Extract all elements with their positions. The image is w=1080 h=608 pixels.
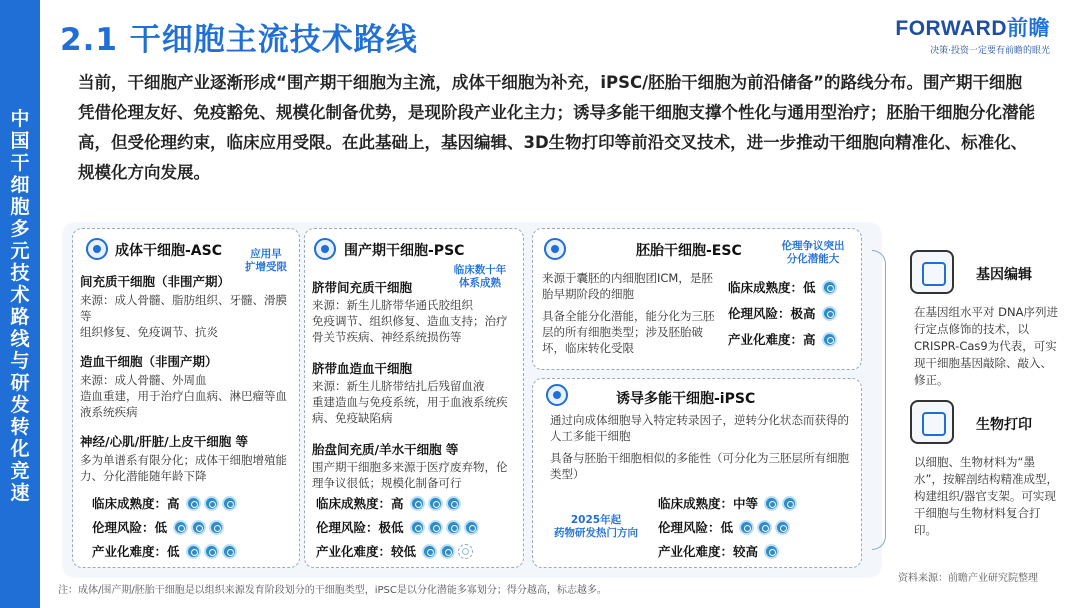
psc-section3-text: 围产期干细胞多来源于医疗废弃物，伦理争议很低；规模化制备可行	[312, 460, 508, 490]
esc-title: 胚胎干细胞-ESC	[636, 243, 742, 259]
asc-metric-ethics	[92, 518, 224, 536]
rating-dot	[410, 520, 425, 535]
cell-cluster-icon	[546, 384, 568, 406]
rating-dot	[822, 332, 837, 347]
asc-title: 成体干细胞-ASC	[115, 243, 223, 259]
esc-text-2: 具备全能分化潜能，能分化为三胚层的所有细胞类型；涉及胚胎破坏，临床转化受限	[542, 309, 715, 355]
rating-dot	[410, 496, 425, 511]
rating-dots	[410, 520, 479, 535]
rating-dot	[764, 496, 779, 511]
rating-dots	[822, 280, 837, 295]
bioprinting-title: 生物打印	[976, 417, 1032, 433]
psc-metric-industrial	[316, 542, 473, 560]
rating-dot	[204, 496, 219, 511]
page-title: 2.1 干细胞主流技术路线	[60, 22, 418, 58]
psc-tag: 临床数十年 体系成熟	[453, 264, 507, 289]
asc-section2-heading: 造血干细胞（非围产期）	[80, 354, 218, 369]
rating-dot	[204, 544, 219, 559]
rating-dot-empty	[458, 544, 473, 559]
esc-tag: 伦理争议突出 分化潜能大	[781, 240, 845, 265]
rating-dot	[446, 496, 461, 511]
rating-dot	[191, 520, 206, 535]
rating-dot	[422, 544, 437, 559]
ipsc-text-1: 通过向成体细胞导入特定转录因子，逆转分化状态而获得的人工多能干细胞	[550, 413, 849, 443]
rating-dot	[822, 306, 837, 321]
rating-dot	[222, 496, 237, 511]
brand-logo	[895, 12, 1050, 56]
metric-label: 临床成熟度：中等	[658, 496, 759, 511]
rating-dots	[822, 306, 837, 321]
ipsc-metric-industrial	[658, 542, 779, 560]
footnote: 注：成体/围产期/胚胎干细胞是以组织来源发育阶段划分的干细胞类型，iPSC是以分化潜能多寡划分；得分越高，标志越多。	[58, 585, 607, 596]
logo-word-en: FORWARD	[895, 17, 1007, 40]
bioprinter-icon	[910, 400, 954, 444]
rating-dot	[186, 544, 201, 559]
asc-metric-industrial	[92, 542, 237, 560]
metric-label: 伦理风险：低	[658, 520, 734, 535]
ipsc-tag: 2025年起 药物研发热门方向	[554, 514, 638, 539]
rating-dots	[739, 520, 790, 535]
logo-wordmark	[895, 12, 1050, 42]
source-note: 资料来源：前瞻产业研究院整理	[898, 573, 1038, 584]
rating-dots	[186, 496, 237, 511]
intro-paragraph: 当前，干细胞产业逐渐形成“围产期干细胞为主流，成体干细胞为补充，iPSC/胚胎干细胞为前沿储备”的路线分布。围产期干细胞凭借伦理友好、免疫豁免、规模化制备优势，是现阶段产业化主力；诱导多能干细胞支撑个性化与通用型治疗；胚胎干细胞分化潜能高，但受伦理约束，临床应用受限。在此基础上，基因编辑、3D生物打印等前沿交叉技术，进一步推动干细胞向精准化、标准化、规模化方向发展。	[78, 73, 1035, 182]
rating-dot	[186, 496, 201, 511]
metric-label: 伦理风险：极低	[316, 520, 404, 535]
metric-label: 产业化难度：低	[92, 544, 180, 559]
rating-dots	[764, 544, 779, 559]
asc-section3-text: 多为单谱系有限分化；成体干细胞增殖能力、分化潜能随年龄下降	[80, 453, 287, 483]
psc-section2-heading: 脐带血造血干细胞	[312, 361, 413, 376]
rating-dot	[222, 544, 237, 559]
asc-metric-maturity	[92, 494, 237, 512]
rating-dot	[428, 520, 443, 535]
rating-dots	[173, 520, 224, 535]
psc-section3-heading: 胎盘间充质/羊水干细胞 等	[312, 442, 459, 457]
metric-label: 临床成熟度：高	[92, 496, 180, 511]
ipsc-title: 诱导多能干细胞-iPSC	[616, 391, 756, 407]
rating-dot	[782, 496, 797, 511]
gene-editing-text: 在基因组水平对 DNA序列进行定点修饰的技术，以 CRISPR-Cas9为代表，可实现干细胞基因敲除、敲入、修正。	[914, 305, 1058, 387]
rating-dot	[173, 520, 188, 535]
esc-text-1: 来源于囊胚的内细胞团ICM，是胚胎早期阶段的细胞	[542, 271, 713, 301]
bioprinting-text: 以细胞、生物材料为“墨水”，按解剖结构精准成型，构建组织/器官支架。可实现干细胞与生物材料复合打印。	[914, 455, 1058, 537]
asc-tag: 应用早 扩增受限	[245, 248, 287, 273]
rating-dot	[464, 520, 479, 535]
rating-dot	[446, 520, 461, 535]
metric-label: 伦理风险：极高	[728, 306, 816, 321]
metric-label: 临床成熟度：低	[728, 280, 816, 295]
rating-dot	[757, 520, 772, 535]
psc-metric-ethics	[316, 518, 479, 536]
psc-metric-maturity	[316, 494, 461, 512]
asc-section2-text: 来源：成人骨髓、外周血 造血重建，用于治疗白血病、淋巴瘤等血液系统疾病	[80, 373, 287, 419]
rating-dots	[822, 332, 837, 347]
rating-dots	[422, 544, 473, 559]
rating-dot	[822, 280, 837, 295]
rating-dots	[410, 496, 461, 511]
ipsc-text-2: 具备与胚胎干细胞相似的多能性（可分化为三胚层所有细胞类型）	[550, 451, 849, 481]
gear-icon	[314, 238, 336, 260]
ipsc-metric-ethics	[658, 518, 790, 536]
rating-dots	[764, 496, 797, 511]
gene-editing-title: 基因编辑	[976, 267, 1032, 283]
logo-word-cn: 前瞻	[1007, 17, 1050, 40]
psc-section1-text: 来源：新生儿脐带华通氏胶组织 免疫调节、组织修复、造血支持；治疗骨关节疾病、神经系统损伤等	[312, 298, 508, 344]
dna-icon	[910, 250, 954, 294]
metric-label: 伦理风险：低	[92, 520, 168, 535]
metric-label: 临床成熟度：高	[316, 496, 404, 511]
embryo-icon	[544, 238, 566, 260]
rating-dot	[775, 520, 790, 535]
esc-metric-industrial	[728, 330, 837, 348]
stem-cell-icon	[86, 238, 108, 260]
logo-slogan: 决策·投资一定要有前瞻的眼光	[930, 46, 1050, 56]
asc-section3-heading: 神经/心肌/肝脏/上皮干细胞 等	[80, 434, 249, 449]
rating-dot	[739, 520, 754, 535]
asc-section1-heading: 间充质干细胞（非围产期）	[80, 274, 231, 289]
rating-dots	[186, 544, 237, 559]
esc-metric-maturity	[728, 278, 837, 296]
sidebar	[0, 0, 40, 608]
metric-label: 产业化难度：高	[728, 332, 816, 347]
psc-title: 围产期干细胞-PSC	[344, 243, 465, 259]
psc-section2-text: 来源：新生儿脐带结扎后残留血液 重建造血与免疫系统，用于血液系统疾病、免疫缺陷病	[312, 379, 508, 425]
sidebar-title: 中国干细胞多元技术路线与研发转化竞速	[10, 108, 30, 504]
metric-label: 产业化难度：较低	[316, 544, 417, 559]
asc-section1-text: 来源：成人骨髓、脂肪组织、牙髓、滑膜等 组织修复、免疫调节、抗炎	[80, 293, 287, 339]
rating-dot	[428, 496, 443, 511]
bracket-divider	[872, 250, 886, 550]
ipsc-metric-maturity	[658, 494, 797, 512]
metric-label: 产业化难度：较高	[658, 544, 759, 559]
rating-dot	[209, 520, 224, 535]
rating-dot	[440, 544, 455, 559]
psc-section1-heading: 脐带间充质干细胞	[312, 280, 413, 295]
rating-dot	[764, 544, 779, 559]
esc-metric-ethics	[728, 304, 837, 322]
